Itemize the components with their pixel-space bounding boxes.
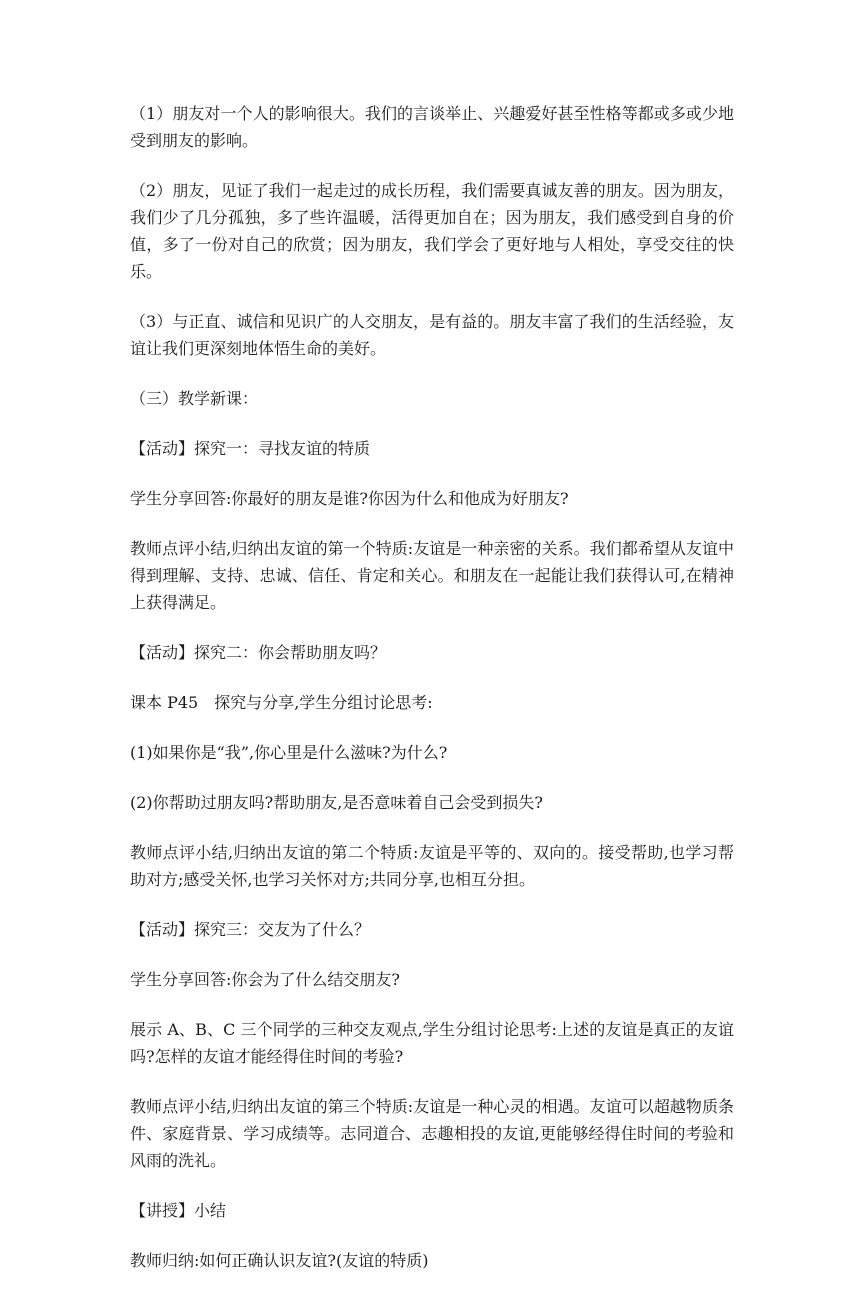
question-item-2: (2)你帮助过朋友吗?帮助朋友,是否意味着自己会受到损失? bbox=[130, 793, 543, 812]
paragraph-influence-of-friends: （1）朋友对一个人的影响很大。我们的言谈举止、兴趣爱好甚至性格等都或多或少地受到朋友的影响。 bbox=[130, 104, 734, 150]
activity-heading-explore-2: 【活动】探究二：你会帮助朋友吗？ bbox=[130, 643, 387, 662]
paragraph-teacher-summary-3: 教师点评小结,归纳出友谊的第三个特质:友谊是一种心灵的相遇。友谊可以超越物质条件、家庭背景、学习成绩等。志同道合、志趣相投的友谊,更能够经得住时间的考验和风雨的洗礼。 bbox=[130, 1097, 734, 1170]
paragraph-show-viewpoints: 展示 A、B、C 三个同学的三种交友观点,学生分组讨论思考:上述的友谊是真正的友谊吗?怎样的友谊才能经得住时间的考验? bbox=[130, 1020, 734, 1066]
document-body bbox=[130, 100, 734, 1297]
paragraph-teacher-conclusion: 教师归纳:如何正确认识友谊?(友谊的特质) bbox=[130, 1251, 429, 1270]
paragraph-student-share-2: 学生分享回答:你会为了什么结交朋友? bbox=[130, 970, 400, 989]
activity-heading-explore-1: 【活动】探究一：寻找友谊的特质 bbox=[130, 439, 371, 458]
question-item-1: (1)如果你是“我”,你心里是什么滋味?为什么? bbox=[130, 743, 448, 762]
paragraph-growth-with-friends: （2）朋友，见证了我们一起走过的成长历程，我们需要真诚友善的朋友。因为朋友，我们少了几分孤独，多了些许温暖，活得更加自在；因为朋友，我们感受到自身的价值，多了一份对自己的欣赏；因为朋友，我们学会了更好地与人相处，享受交往的快乐。 bbox=[130, 181, 734, 281]
paragraph-student-share-1: 学生分享回答:你最好的朋友是谁?你因为什么和他成为好朋友? bbox=[130, 489, 569, 508]
paragraph-teacher-summary-2: 教师点评小结,归纳出友谊的第二个特质:友谊是平等的、双向的。接受帮助,也学习帮助对方;感受关怀,也学习关怀对方;共同分享,也相互分担。 bbox=[130, 843, 734, 889]
paragraph-beneficial-friends: （3）与正直、诚信和见识广的人交朋友，是有益的。朋友丰富了我们的生活经验，友谊让我们更深刻地体悟生命的美好。 bbox=[130, 312, 734, 358]
lecture-heading-summary: 【讲授】小结 bbox=[130, 1201, 227, 1220]
section-heading-new-lesson: （三）教学新课： bbox=[130, 389, 259, 408]
paragraph-textbook-reference: 课本 P45 探究与分享,学生分组讨论思考: bbox=[130, 693, 433, 712]
paragraph-teacher-summary-1: 教师点评小结,归纳出友谊的第一个特质:友谊是一种亲密的关系。我们都希望从友谊中得到理解、支持、忠诚、信任、肯定和关心。和朋友在一起能让我们获得认可,在精神上获得满足。 bbox=[130, 539, 734, 612]
activity-heading-explore-3: 【活动】探究三：交友为了什么？ bbox=[130, 920, 371, 939]
